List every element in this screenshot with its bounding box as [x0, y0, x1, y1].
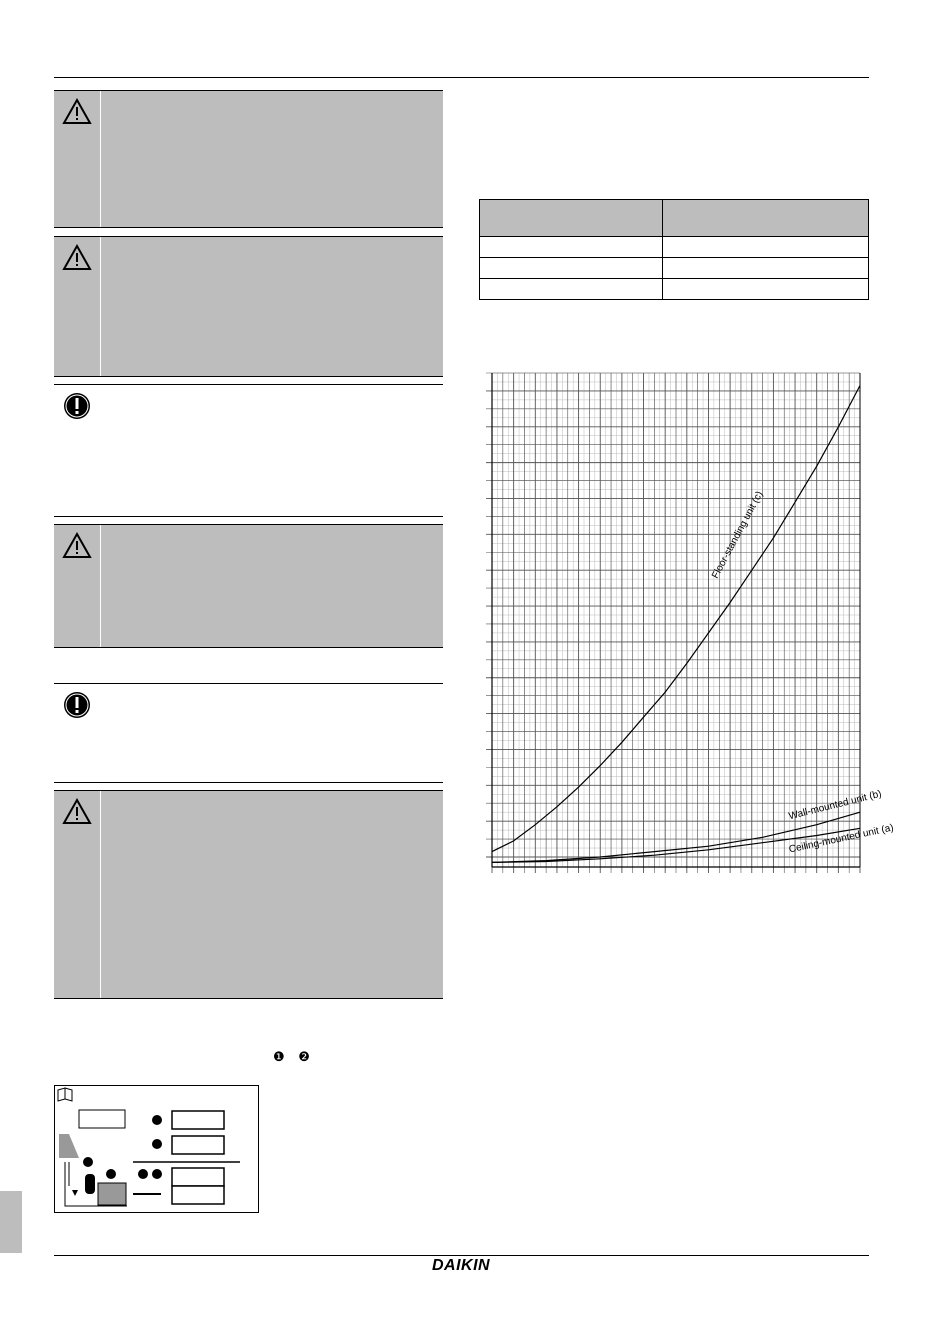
daikin-logo: DAIKIN	[432, 1257, 491, 1274]
notice-box-6	[54, 790, 443, 999]
table-row	[480, 258, 869, 279]
notice-box-4	[54, 524, 443, 648]
warning-triangle-icon	[62, 243, 92, 273]
exclamation-circle-icon	[62, 690, 92, 720]
table-header-row	[480, 200, 869, 237]
table-header-cell	[663, 200, 869, 237]
step-marker-1: ❶	[273, 1049, 285, 1064]
book-icon	[58, 1088, 72, 1101]
exclamation-circle-icon	[62, 391, 92, 421]
refrigerant-chart	[480, 364, 895, 894]
warning-triangle-icon	[62, 531, 92, 561]
warning-triangle-icon	[62, 797, 92, 827]
step-markers	[273, 1049, 320, 1065]
warning-triangle-icon	[62, 97, 92, 127]
header-rule	[54, 77, 869, 78]
series-label-3: Ceiling-mounted unit (a)	[787, 822, 895, 856]
notice-box-2	[54, 236, 443, 377]
notice-box-1	[54, 90, 443, 228]
notice-box-3	[54, 384, 443, 517]
table-header-cell	[480, 200, 663, 237]
notice-box-5	[54, 683, 443, 783]
footer-rule	[54, 1255, 869, 1256]
series-label-2: Wall-mounted unit (b)	[787, 788, 883, 823]
series-label-1: Floor-standing unit (c)	[710, 489, 766, 581]
spec-table	[479, 199, 869, 300]
label-diagram-drawing	[55, 1086, 258, 1212]
table-row	[480, 279, 869, 300]
label-diagram	[54, 1085, 259, 1213]
step-marker-2: ❷	[298, 1049, 310, 1064]
table-row	[480, 237, 869, 258]
side-tab	[0, 1191, 22, 1253]
